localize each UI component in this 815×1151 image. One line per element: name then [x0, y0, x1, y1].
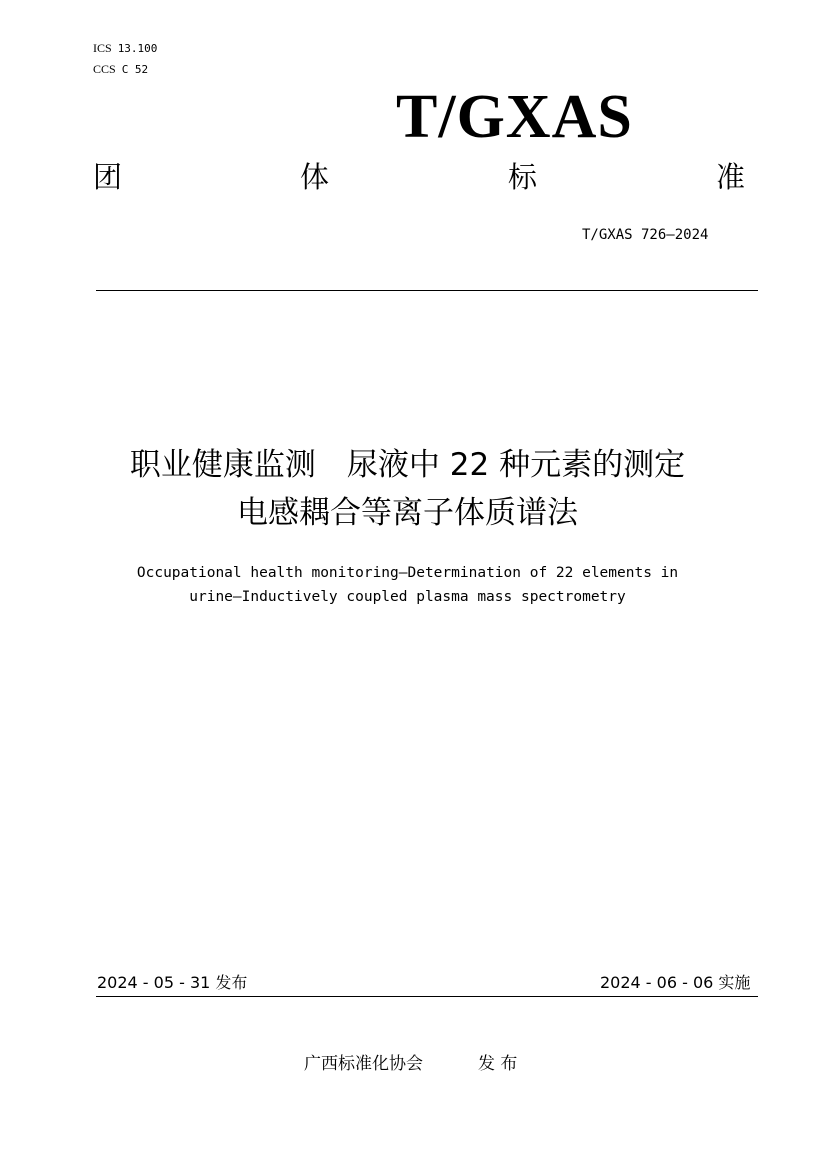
ccs-label: CCS	[93, 62, 116, 76]
title-zh-line-1: 职业健康监测 尿液中 22 种元素的测定	[129, 447, 686, 483]
standard-type-char-3: 标	[508, 160, 538, 194]
publisher-name: 广西标准化协会	[304, 1054, 423, 1074]
standard-logo: T/GXAS	[396, 83, 633, 151]
ccs-value: C 52	[121, 63, 149, 76]
publisher-action: 发 布	[478, 1054, 518, 1074]
standard-type-char-1: 团	[93, 160, 123, 194]
publish-date: 2024 - 05 - 31 发布	[97, 973, 248, 992]
ics-line	[93, 41, 157, 56]
standard-code: T/GXAS 726—2024	[582, 227, 709, 243]
implement-date: 2024 - 06 - 06 实施	[600, 973, 751, 992]
title-en-line-2: urine—Inductively coupled plasma mass spectrometry	[189, 589, 626, 605]
ics-label: ICS	[93, 41, 112, 55]
standard-type-char-2: 体	[300, 160, 330, 194]
ics-value: 13.100	[117, 42, 158, 55]
title-zh-line-2: 电感耦合等离子体质谱法	[237, 495, 578, 531]
footer-divider	[96, 996, 758, 997]
header-divider	[96, 290, 758, 291]
title-en-line-1: Occupational health monitoring—Determination of 22 elements in	[136, 565, 679, 581]
standard-type-char-4: 准	[716, 160, 746, 194]
ccs-line	[93, 62, 148, 77]
